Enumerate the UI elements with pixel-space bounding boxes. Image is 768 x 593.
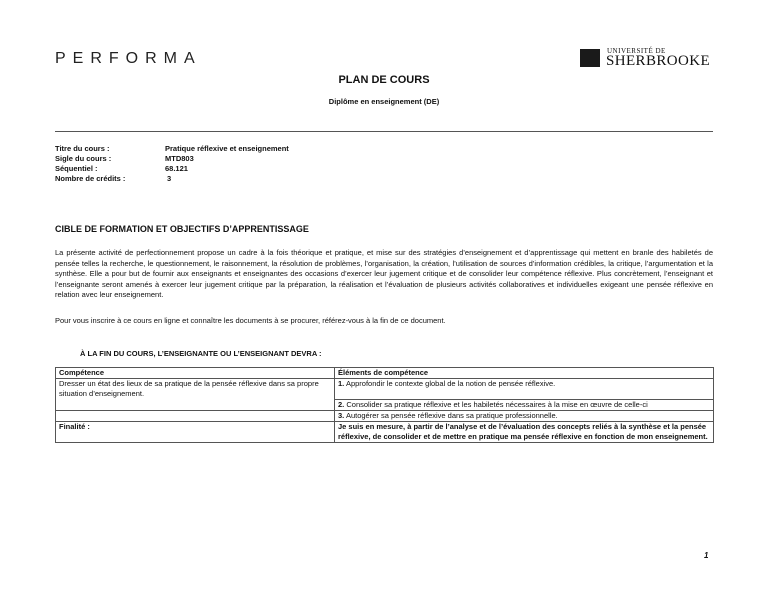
logo-small-text: UNIVERSITÉ DE (607, 47, 666, 55)
element-text: Consolider sa pratique réflexive et les habiletés nécessaires à la mise en œuvre de celle-ci (346, 400, 648, 409)
course-title-row (55, 144, 289, 154)
element-text: Approfondir le contexte global de la notion de pensée réflexive. (345, 379, 556, 388)
performa-logo: PERFORMA (55, 50, 202, 67)
intro-paragraph: La présente activité de perfectionnement propose un cadre à la fois théorique et pratique, et mise sur des stratégies d’enseignement et d’apprentissage qui mettent en branle des habiletés de pensée telles la recherche, le questionnement, le raisonnement, la résolution de problèmes, l’organisation, la création, l’utilisation de sources d’information crédibles, la critique, l’argumentation et la synthèse. Elle a pour but de fournir aux enseignants et enseignantes des occasions d’exercer leur jugement critique et de consolider leur compétence réflexive. Plus concrètement, l’enseignant et l’enseignante seront amenés à exercer leur jugement critique par la préparation, la réalisation et l’évaluation de plusieurs activités collaboratives et individuelles exigeant une pensée réflexive en relation avec leur enseignement. (55, 248, 713, 300)
course-info (55, 144, 289, 184)
info-label: Nombre de crédits : (55, 174, 126, 183)
course-code-row (55, 154, 289, 164)
competence-table (55, 367, 714, 443)
info-value: MTD803 (165, 154, 194, 163)
element-number: 2. (338, 400, 345, 409)
element-number: 1. (338, 379, 345, 388)
objectives-lead: À LA FIN DU COURS, L’ENSEIGNANTE OU L’ENSEIGNANT DEVRA : (80, 349, 322, 358)
info-label: Titre du cours : (55, 144, 110, 153)
credits-row (55, 174, 289, 184)
info-label: Sigle du cours : (55, 154, 112, 163)
table-row (56, 368, 714, 379)
element-number: 3. (338, 411, 345, 420)
finalite-label: Finalité : (56, 422, 335, 443)
table-row (56, 411, 714, 422)
info-value: 68.121 (165, 164, 188, 173)
finalite-text: Je suis en mesure, à partir de l’analyse et de l’évaluation des concepts reliés à la synthèse et la pensée réflexive, de consolider et de mettre en pratique ma pensée réflexive en fonction de mon enseignement. (335, 422, 714, 443)
divider (55, 131, 713, 132)
info-value: 3 (167, 174, 172, 183)
info-value: Pratique réflexive et enseignement (165, 144, 289, 153)
empty-cell (56, 411, 335, 422)
table-row (56, 379, 714, 400)
competence-cell: Dresser un état des lieux de sa pratique de la pensée réflexive dans sa propre situation d’enseignement. (56, 379, 335, 411)
university-shield-icon (580, 49, 600, 67)
competence-header: Compétence (56, 368, 335, 379)
sequential-row (55, 164, 289, 174)
elements-header: Éléments de compétence (335, 368, 714, 379)
page-title: PLAN DE COURS (338, 74, 430, 86)
table-row (56, 422, 714, 443)
logo-big-text: SHERBROOKE (606, 53, 711, 69)
element-cell (335, 400, 714, 411)
page-number: 1 (704, 551, 709, 560)
sherbrooke-logo (580, 47, 720, 69)
section-title: CIBLE DE FORMATION ET OBJECTIFS D’APPRENTISSAGE (55, 224, 309, 234)
info-label: Séquentiel : (55, 164, 98, 173)
element-cell (335, 379, 714, 400)
element-cell (335, 411, 714, 422)
registration-paragraph: Pour vous inscrire à ce cours en ligne et connaître les documents à se procurer, référez-vous à la fin de ce document. (55, 316, 446, 325)
element-text: Autogérer sa pensée réflexive dans sa pratique professionnelle. (345, 411, 558, 420)
page-subtitle: Diplôme en enseignement (DE) (328, 97, 440, 106)
